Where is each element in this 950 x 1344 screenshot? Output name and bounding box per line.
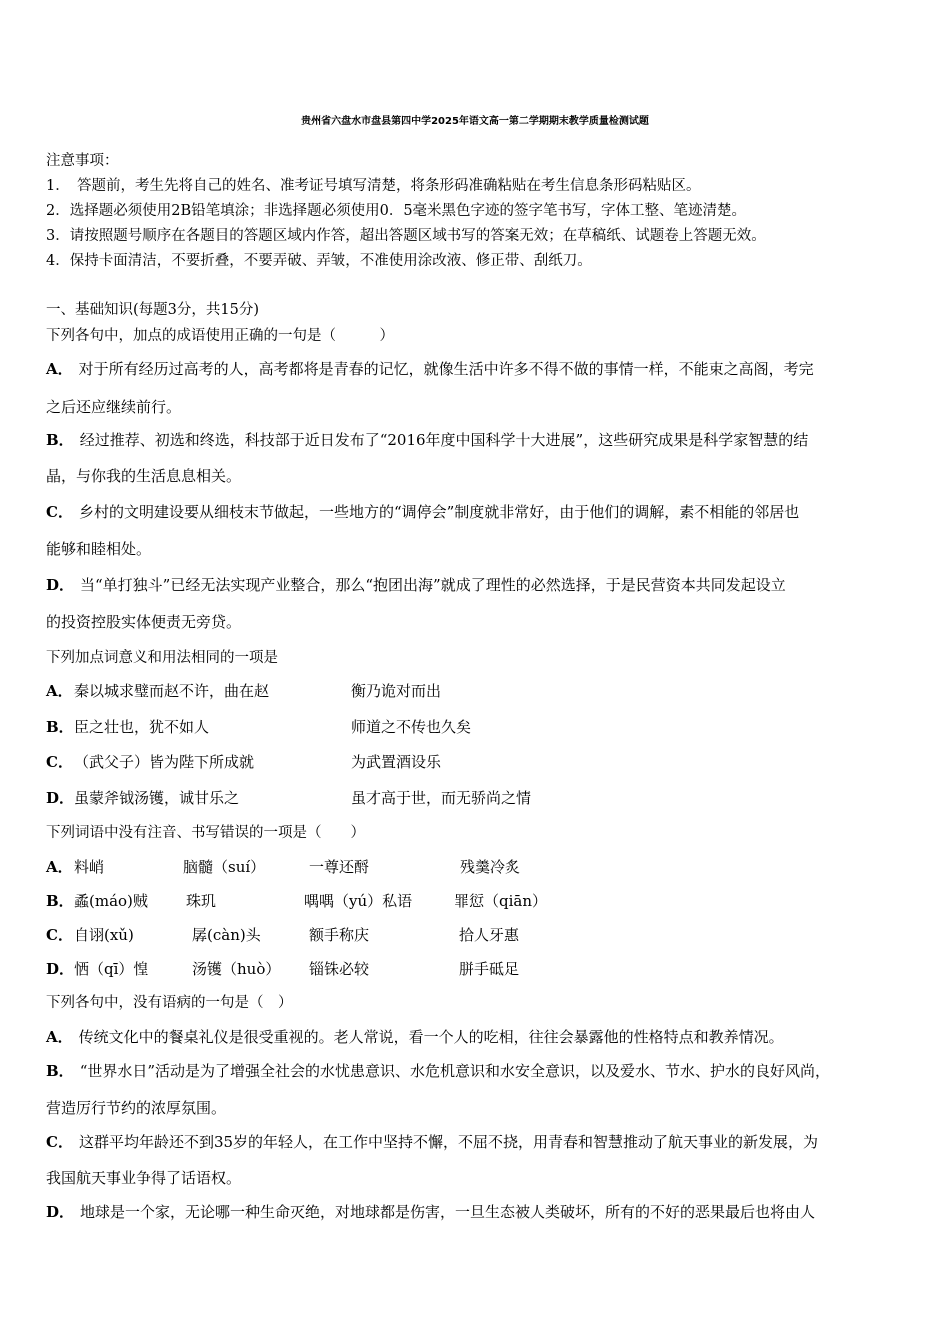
option-label: B．	[46, 892, 74, 910]
option-text: 当“单打独斗”已经无法实现产业整合，那么“抱团出海”就成了理性的必然选择，于是民营资本共同发起设立	[80, 576, 786, 594]
word-2: 珠玑	[186, 892, 217, 910]
option-left: 虽蒙斧钺汤镬，诚甘乐之	[74, 789, 240, 807]
option-right: 衡乃诡对而出	[351, 682, 442, 700]
page-title: 贵州省六盘水市盘县第四中学2025年语文高一第二学期期末教学质量检测试题	[301, 116, 649, 127]
option-text: “世界水日”活动是为了增强全社会的水忧患意识、水危机意识和水安全意识，以及爱水、节水、护水的良好风尚，	[79, 1062, 831, 1080]
notice-item-1: 1． 答题前，考生先将自己的姓名、准考证号填写清楚，将条形码准确粘贴在考生信息条形码粘贴区。	[46, 178, 701, 194]
word-2: 脑髓（suí）	[183, 858, 266, 876]
option-label: B．	[46, 1062, 74, 1080]
q4-option-b-cont: 营造厉行节约的浓厚氛围。	[46, 1099, 227, 1117]
option-text: 乡村的文明建设要从细枝末节做起，一些地方的“调停会”制度就非常好，由于他们的调解，素不相能的邻居也	[78, 503, 800, 521]
notice-heading: 注意事项：	[46, 153, 119, 169]
word-3: 一尊还酹	[309, 858, 370, 876]
word-1: 自诩(xǔ)	[74, 926, 134, 944]
word-4: 残羹冷炙	[460, 858, 521, 876]
q1-option-a-cont: 之后还应继续前行。	[46, 398, 182, 416]
word-3: 喁喁（yú）私语	[304, 892, 413, 910]
q1-option-a	[46, 360, 814, 378]
word-3: 锱铢必较	[309, 960, 370, 978]
option-right: 师道之不传也久矣	[351, 718, 472, 736]
option-left: 秦以城求璧而赵不许，曲在赵	[74, 682, 270, 700]
word-4: 罪愆（qiān）	[454, 892, 548, 910]
q4-option-c-cont: 我国航天事业争得了话语权。	[46, 1169, 242, 1187]
option-text: 经过推荐、初选和终选，科技部于近日发布了“2016年度中国科学十大进展”，这些研究成果是科学家智慧的结	[79, 431, 809, 449]
option-text: 传统文化中的餐桌礼仪是很受重视的。老人常说，看一个人的吃相，往往会暴露他的性格特点和教养情况。	[78, 1028, 784, 1046]
option-right: 虽才高于世，而无骄尚之情	[351, 789, 532, 807]
word-2: 汤镬（huò）	[192, 960, 281, 978]
option-label: C．	[46, 503, 73, 521]
option-label: D．	[46, 789, 75, 807]
q1-option-b-cont: 晶，与你我的生活息息相关。	[46, 467, 242, 485]
word-4: 胼手砥足	[459, 960, 520, 978]
q4-stem: 下列各句中，没有语病的一句是（ ）	[46, 995, 293, 1011]
q1-option-c-cont: 能够和睦相处。	[46, 540, 152, 558]
word-4: 拾人牙惠	[459, 926, 520, 944]
q4-option-a	[46, 1028, 784, 1046]
option-left: （武父子）皆为陛下所成就	[74, 753, 255, 771]
option-label: B．	[46, 431, 74, 449]
q4-option-d	[46, 1203, 815, 1221]
option-label: D．	[46, 960, 75, 978]
option-label: C．	[46, 926, 73, 944]
word-2: 孱(càn)头	[192, 926, 261, 944]
word-1: 恓（qī）惶	[74, 960, 149, 978]
word-1: 料峭	[74, 858, 105, 876]
option-label: D．	[46, 1203, 75, 1221]
option-label: A．	[46, 858, 73, 876]
option-label: C．	[46, 1133, 73, 1151]
q2-stem: 下列加点词意义和用法相同的一项是	[46, 650, 278, 666]
section-heading: 一、基础知识(每题3分，共15分)	[46, 302, 259, 318]
q4-option-b	[46, 1062, 830, 1080]
option-text: 对于所有经历过高考的人，高考都将是青春的记忆，就像生活中许多不得不做的事情一样，不能束之高阁，考完	[78, 360, 814, 378]
option-right: 为武置酒设乐	[351, 753, 442, 771]
option-text: 这群平均年龄还不到35岁的年轻人，在工作中坚持不懈，不屈不挠，用青春和智慧推动了航天事业的新发展，为	[78, 1133, 819, 1151]
option-left: 臣之壮也，犹不如人	[74, 718, 210, 736]
q1-option-d-cont: 的投资控股实体便责无旁贷。	[46, 613, 242, 631]
option-label: A．	[46, 360, 73, 378]
option-label: A．	[46, 682, 73, 700]
option-text: 地球是一个家，无论哪一种生命灭绝，对地球都是伤害，一旦生态被人类破坏，所有的不好的恶果最后也将由人	[80, 1203, 816, 1221]
option-label: C．	[46, 753, 73, 771]
word-3: 额手称庆	[309, 926, 370, 944]
q3-stem: 下列词语中没有注音、书写错误的一项是（ ）	[46, 825, 365, 841]
q1-option-b	[46, 431, 808, 449]
notice-item-2: 2．选择题必须使用2B铅笔填涂；非选择题必须使用0．5毫米黑色字迹的签字笔书写，字体工整、笔迹清楚。	[46, 203, 747, 219]
notice-item-4: 4．保持卡面清洁，不要折叠，不要弄破、弄皱，不准使用涂改液、修正带、刮纸刀。	[46, 253, 592, 269]
option-label: B．	[46, 718, 74, 736]
q1-option-c	[46, 503, 799, 521]
q1-option-d	[46, 576, 786, 594]
option-label: D．	[46, 576, 75, 594]
q1-stem: 下列各句中，加点的成语使用正确的一句是（ ）	[46, 328, 394, 344]
word-1: 蟊(máo)贼	[74, 892, 148, 910]
option-label: A．	[46, 1028, 73, 1046]
q4-option-c	[46, 1133, 818, 1151]
notice-item-3: 3．请按照题号顺序在各题目的答题区域内作答，超出答题区域书写的答案无效；在草稿纸、试题卷上答题无效。	[46, 228, 766, 244]
